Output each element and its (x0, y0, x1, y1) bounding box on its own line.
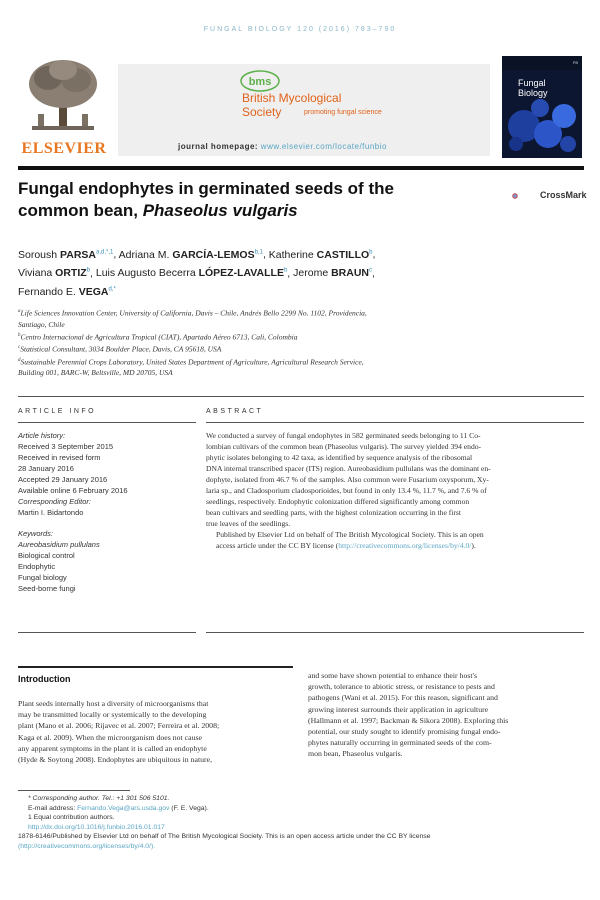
elsevier-tree-icon (24, 56, 102, 134)
bms-logo-text: bms (248, 76, 272, 88)
publisher-note: Published by Elsevier Ltd on behalf of The British Mycological Society. This is an open (216, 530, 484, 539)
cover-title-line2: Biology (518, 88, 548, 98)
body-line: may be transmitted locally or systemically to the developing (18, 710, 207, 720)
affiliation: $^d$Sustainable Perennial Crops Laboratory, United States Department of Agriculture, Agricultural Research Service, (18, 357, 364, 366)
keyword[interactable]: Fungal biology (18, 573, 67, 582)
cover-title (518, 78, 548, 98)
author-name[interactable]: Fernando E. $VEGA^{d,*}$ (18, 285, 116, 298)
masthead (18, 52, 584, 160)
email-note (18, 804, 588, 814)
body-line: and some have shown potential to enhance their host's (308, 671, 477, 680)
body-line: mon bean, Phaseolus vulgaris. (308, 749, 403, 759)
society-name-line2: Society (242, 105, 282, 119)
homepage-link[interactable]: www.elsevier.com/locate/funbio (260, 142, 387, 151)
footnotes (18, 794, 588, 852)
introduction-left-column (18, 698, 296, 765)
cover-art-icon (502, 56, 582, 158)
article-info-heading: ARTICLE INFO (18, 408, 97, 415)
elsevier-logo[interactable] (18, 52, 110, 160)
keyword[interactable]: Aureobasidium pullulans (18, 540, 100, 549)
corresponding-author-note: * Corresponding author. Tel.: +1 301 506 5101. (28, 795, 170, 802)
abstract-line: We conducted a survey of fungal endophytes in 582 germinated seeds belonging to 11 Co- (206, 431, 481, 440)
license-suffix: ). (471, 541, 476, 550)
article-title (18, 178, 488, 222)
equal-contribution-note: 1 Equal contribution authors. (28, 814, 115, 822)
author-name[interactable]: Viviana ORTIZ$^b$ (18, 267, 91, 279)
abstract-line: true leaves of the seedlings. (206, 519, 291, 528)
revised-label: Received in revised form (18, 453, 101, 462)
body-line: pathogens (Wani et al. 2015). For this reason, significant and (308, 693, 498, 703)
abstract-rule (206, 422, 584, 423)
license-line (206, 540, 584, 551)
body-line: phytes naturally occurring in germinated seeds of the com- (308, 738, 492, 748)
abstract-line: dophyte, isolated from 46.7 % of the samples. Also common were Fusarium oxysporum, Xy- (206, 475, 489, 484)
abstract-bottom-rule (206, 632, 584, 633)
email-link[interactable]: Fernando.Vega@ars.usda.gov (77, 804, 170, 812)
journal-banner (118, 64, 490, 156)
body-line: growth, tolerance to abiotic stress, or resistance to pests and (308, 682, 495, 692)
email-suffix: (F. E. Vega). (169, 804, 209, 812)
cover-corner-text: FB (572, 60, 578, 65)
body-line: plant (Mano et al. 2006; Rijavec et al. 2007; Ferreira et al. 2008; (18, 721, 220, 731)
abstract-line: lombian cultivars of the common bean (Phaseolus vulgaris). The survey yielded 394 endo- (206, 442, 482, 451)
author-name[interactable]: Katherine CASTILLO$^b$ (268, 248, 373, 261)
elsevier-wordmark: ELSEVIER (21, 140, 107, 157)
body-line: potential, our study sought to identify promising fungal endo- (308, 727, 501, 737)
footnote-rule (18, 790, 130, 791)
journal-cover[interactable] (502, 56, 582, 158)
cover-title-line1: Fungal (518, 78, 546, 88)
author-line2: Viviana ORTIZ$^b$, Luis Augusto Becerra LÓPEZ-LAVALLE$^b$, Jerome BRAUN$^c$, (18, 267, 375, 279)
author-name[interactable]: Adriana M. GARCÍA-LEMOS$^{b,1}$ (118, 248, 263, 261)
running-head: FUNGAL BIOLOGY 120 (2016) 783–790 (203, 26, 397, 33)
editor-name: Martin I. Bidartondo (18, 508, 84, 517)
body-line: growing interest surrounds their application in agriculture (308, 704, 489, 714)
revised-date: 28 January 2016 (18, 464, 74, 473)
abstract-body (206, 430, 584, 551)
keyword[interactable]: Seed-borne fungi (18, 584, 76, 593)
license-footnote-link[interactable]: (http://creativecommons.org/licenses/by/4.0/). (18, 842, 156, 850)
abstract-line: laria sp., and Cladosporium cladosporioides, but found in only 13.4 %, 11.7 %, and 7.6 % of (206, 486, 487, 495)
body-line: any apparent symptoms in the plant it is called an endophyte (18, 743, 207, 753)
affiliation: $^c$Statistical Consultant, 3034 Boulder Place, Davis, CA 95618, USA (18, 344, 222, 354)
history-label: Article history: (18, 431, 66, 440)
license-link[interactable]: http://creativecommons.org/licenses/by/4.0/ (338, 541, 472, 550)
article-info-bottom-rule (18, 632, 196, 633)
article-info (18, 430, 198, 594)
title-line2-prefix: common bean, (18, 201, 143, 220)
keyword[interactable]: Biological control (18, 551, 75, 560)
crossmark-icon[interactable] (512, 184, 536, 208)
journal-homepage (178, 142, 387, 151)
body-line: Kaga et al. 2009). When the microorganism does not cause (18, 732, 202, 742)
title-line1: Fungal endophytes in germinated seeds of the (18, 179, 394, 198)
homepage-label: journal homepage: (178, 142, 259, 151)
article-info-rule (18, 422, 196, 423)
doi-link[interactable]: http://dx.doi.org/10.1016/j.funbio.2016.01.017 (28, 823, 165, 831)
affiliation-rule (18, 396, 584, 397)
body-line: (Hyde & Soytong 2008). Endophytes are ubiquitous in nature, (18, 755, 213, 765)
society-name-line1: British Mycological (242, 91, 342, 105)
received-date: Received 3 September 2015 (18, 442, 114, 451)
affiliation-continued: Building 001, BARC-W, Beltsville, MD 20705, USA (18, 368, 173, 377)
license-prefix: access article under the CC BY license ( (216, 541, 339, 550)
body-line: Plant seeds internally host a diversity of microorganisms that (18, 699, 209, 708)
title-line2 (18, 200, 488, 222)
introduction-heading: Introduction (18, 674, 71, 684)
author-line1: Soroush $PARSA^{a,d,*,1}$, Adriana M. GARCÍA-LEMOS$^{b,1}$, Katherine CASTILLO$^b$, (18, 248, 376, 261)
affiliation: $^a$Life Sciences Innovation Center, University of California, Davis – Chile, Andrés Bello 2299 No. 1102, Providencia, (18, 308, 367, 318)
introduction-right-column (308, 670, 586, 760)
keyword[interactable]: Endophytic (18, 562, 56, 571)
abstract-heading: ABSTRACT (206, 408, 264, 415)
affiliation-continued: Santiago, Chile (18, 319, 65, 329)
body-line: (Hallmann et al. 1997; Backman & Sikora 2008). Exploring this (308, 715, 509, 725)
author-name[interactable]: Luis Augusto Becerra LÓPEZ-LAVALLE$^b$ (95, 267, 288, 279)
title-species: Phaseolus vulgaris (142, 201, 298, 220)
license-footnote: 1878-6146/Published by Elsevier Ltd on behalf of The British Mycological Society. This is an open access article under the CC BY license (18, 833, 431, 841)
accepted-date: Accepted 29 January 2016 (18, 475, 108, 484)
online-date: Available online 6 February 2016 (18, 486, 128, 495)
bms-logo-icon (240, 70, 280, 92)
author-line3 (18, 281, 588, 300)
affiliation: $^b$Centro Internacional de Agricultura Tropical (CIAT), Apartado Aéreo 6713, Cali, Colombia (18, 332, 298, 341)
abstract-line: bean cultivars and seedling parts, with the highest colonization occurring in the first (206, 508, 461, 517)
crossmark-label[interactable]: CrossMark (540, 190, 587, 200)
abstract-line: phytic isolates belonging to 42 taxa, as identified by sequence analysis of the ribosomal (206, 453, 473, 462)
society-tagline: promoting fungal science (304, 109, 382, 116)
introduction-rule (18, 666, 293, 668)
author-name[interactable]: Soroush $PARSA^{a,d,*,1}$ (18, 248, 114, 261)
abstract-line: seedlings, respectively. Endophytic colonization differed significantly among common (206, 497, 470, 506)
abstract-line: DNA internal transcribed spacer (ITS) region. Aureobasidium pullulans was the dominant en- (206, 464, 491, 473)
email-label: E-mail address: (28, 804, 78, 812)
editor-label: Corresponding Editor: (18, 497, 91, 506)
affiliations (18, 306, 588, 378)
author-name[interactable]: Jerome BRAUN$^c$ (293, 267, 372, 279)
author-list (18, 244, 588, 300)
header-rule (18, 166, 584, 170)
keywords-label: Keywords: (18, 529, 54, 538)
